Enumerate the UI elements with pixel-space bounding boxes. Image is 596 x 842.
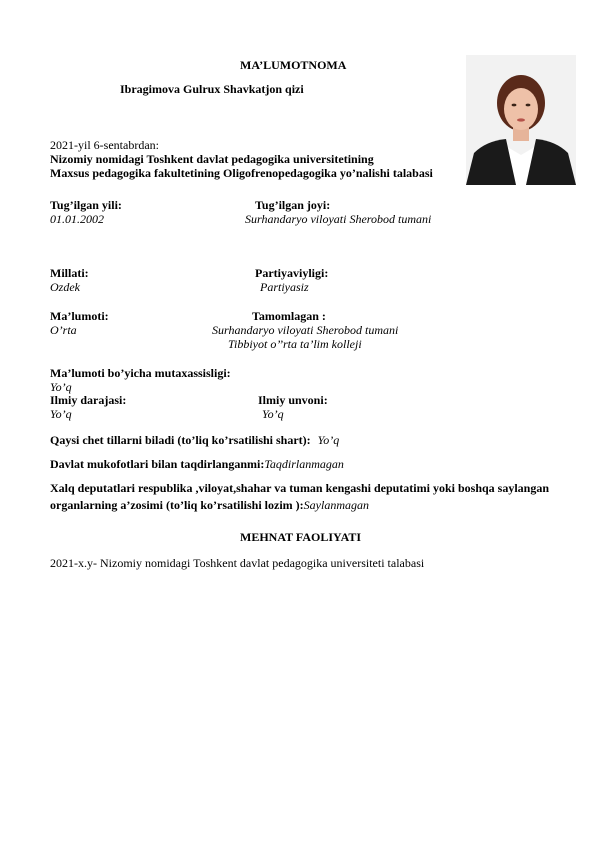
education-label: Ma’lumoti: (50, 309, 109, 323)
person-name: Ibragimova Gulrux Shavkatjon qizi (120, 82, 304, 96)
degree-label: Ilmiy darajasi: (50, 393, 127, 407)
awards-value: Taqdirlanmagan (264, 457, 344, 471)
nationality-value: Ozdek (50, 280, 80, 294)
birth-place-label: Tug’ilgan joyi: (255, 198, 331, 212)
deputy-label-line-1: Xalq deputatlari respublika ,viloyat,shahar va tuman kengashi deputatimi yoki boshqa saylangan (50, 481, 550, 495)
academic-title-value: Yo’q (262, 407, 284, 421)
awards-row (50, 457, 344, 472)
nationality-label: Millati: (50, 266, 89, 280)
birth-place-value: Surhandaryo viloyati Sherobod tumani (245, 212, 432, 226)
birth-year-value: 01.01.2002 (50, 212, 104, 226)
specialty-value: Yo’q (50, 380, 72, 394)
awards-label: Davlat mukofotlari bilan taqdirlanganmi: (50, 457, 265, 471)
graduated-value-line-1: Surhandaryo viloyati Sherobod tumani (212, 323, 399, 337)
intro-line-1: Nizomiy nomidagi Toshkent davlat pedagogika universitetining (50, 152, 374, 166)
deputy-label-line-2: organlarning a’zosimi (to’liq ko’rsatilishi lozim ): (50, 498, 304, 512)
languages-row (50, 433, 339, 448)
graduated-label: Tamomlagan : (252, 309, 326, 323)
academic-title-label: Ilmiy unvoni: (258, 393, 328, 407)
deputy-row-2 (50, 498, 369, 513)
work-entry: 2021-x.y- Nizomiy nomidagi Toshkent davlat pedagogika universiteti talabasi (50, 556, 425, 570)
party-label: Partiyaviyligi: (255, 266, 329, 280)
deputy-value: Saylanmagan (303, 498, 369, 512)
party-value: Partiyasiz (260, 280, 309, 294)
degree-value: Yo’q (50, 407, 72, 421)
languages-value: Yo’q (317, 433, 340, 447)
graduated-value-line-2: Tibbiyot o’’rta ta’lim kolleji (228, 337, 362, 351)
document-title: MA’LUMOTNOMA (240, 58, 347, 72)
education-value: O’rta (50, 323, 77, 337)
work-heading: MEHNAT FAOLIYATI (240, 530, 362, 544)
specialty-label: Ma’lumoti bo’yicha mutaxassisligi: (50, 366, 231, 380)
languages-label: Qaysi chet tillarni biladi (to’liq ko’rsatilishi shart): (50, 433, 311, 447)
intro-line-2: Maxsus pedagogika fakultetining Oligofrenopedagogika yo’nalishi talabasi (50, 166, 433, 180)
intro-date: 2021-yil 6-sentabrdan: (50, 138, 159, 152)
portrait-photo (466, 55, 576, 185)
birth-year-label: Tug’ilgan yili: (50, 198, 122, 212)
